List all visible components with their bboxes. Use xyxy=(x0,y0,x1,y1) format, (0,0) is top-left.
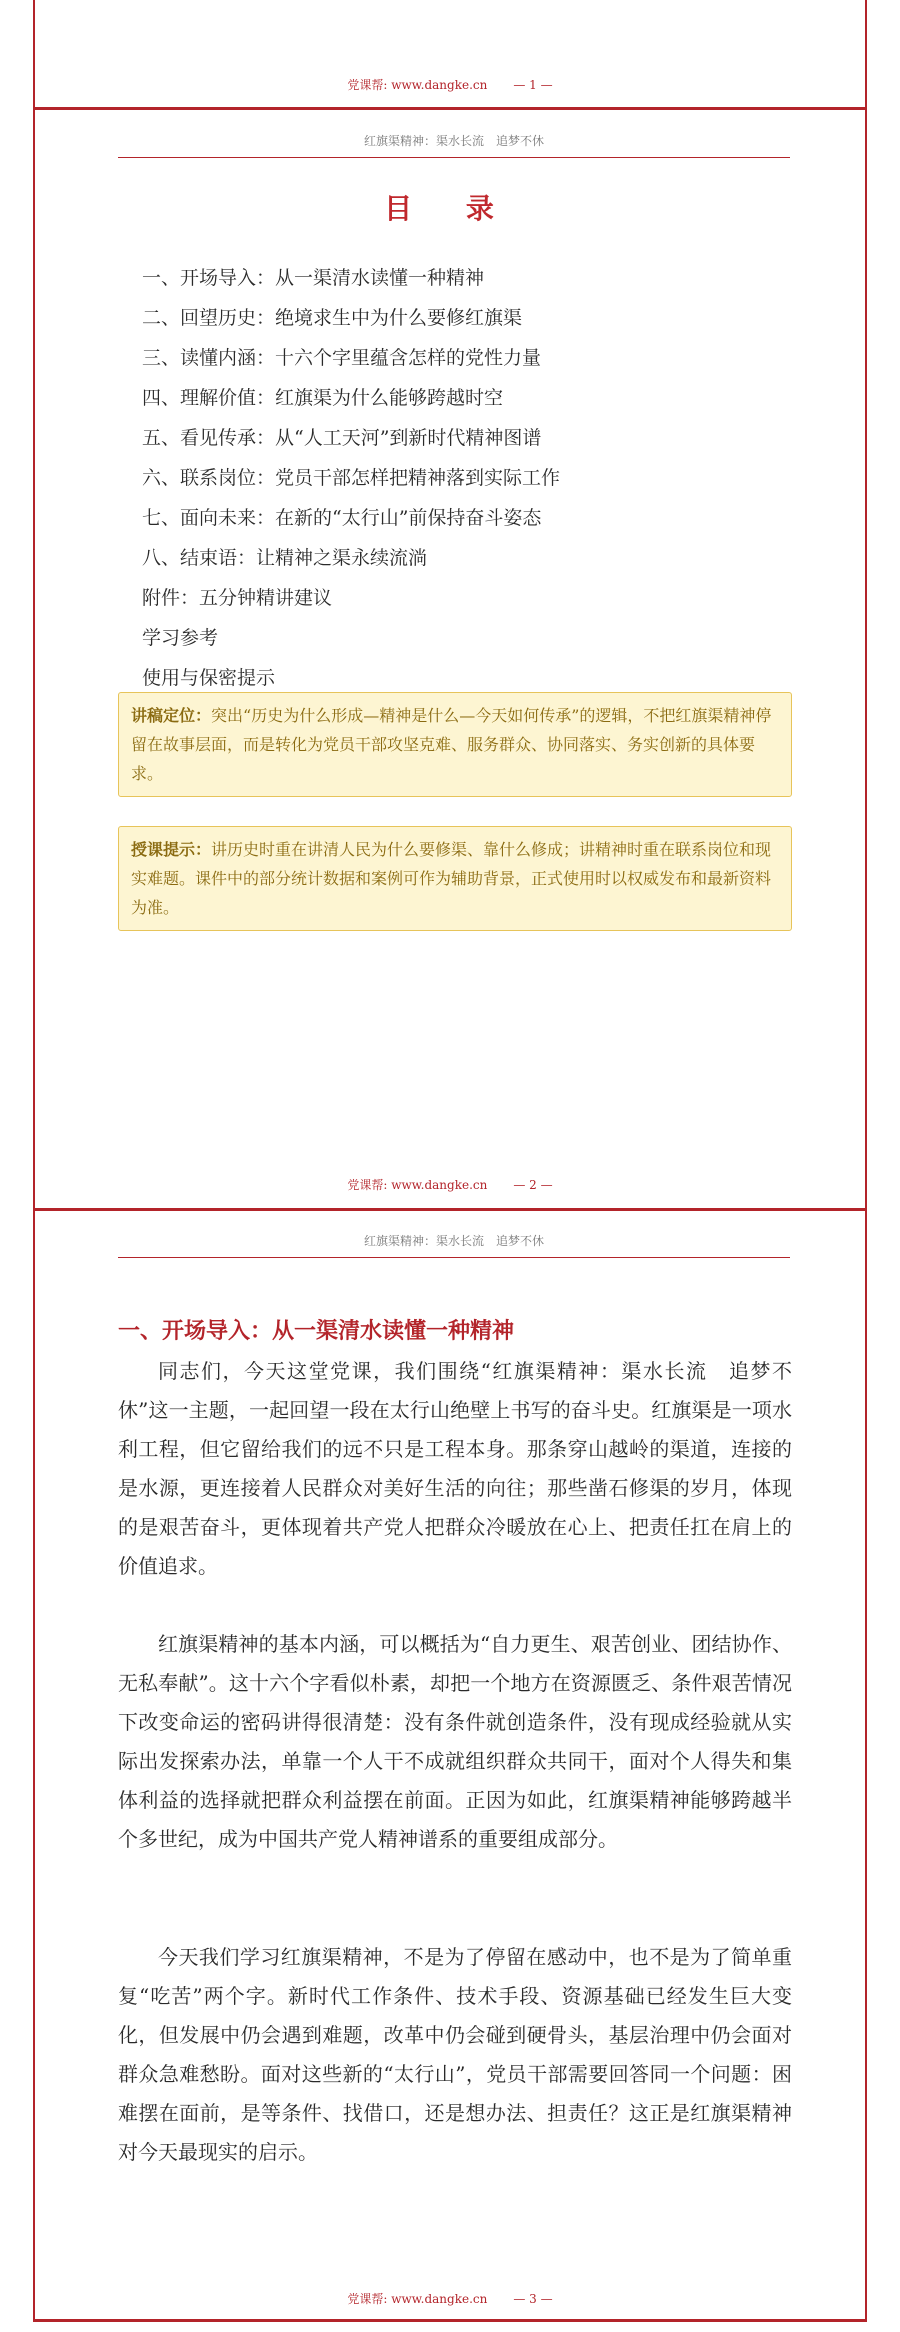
toc-item: 四、理解价值：红旗渠为什么能够跨越时空 xyxy=(142,387,504,409)
footer-page-number: — 3 — xyxy=(513,2292,553,2306)
toc-item: 学习参考 xyxy=(142,627,219,649)
footer-page-number: — 1 — xyxy=(513,78,553,92)
body-paragraph: 同志们，今天这堂党课，我们围绕“红旗渠精神：渠水长流 追梦不休”这一主题，一起回望一段在太行山绝壁上书写的奋斗史。红旗渠是一项水利工程，但它留给我们的远不只是工程本身。那条穿山越岭的渠道，连接的是水源，更连接着人民群众对美好生活的向往；那些凿石修渠的岁月，体现的是艰苦奋斗，更体现着共产党人把群众冷暖放在心上、把责任扛在肩上的价值追求。 xyxy=(118,1359,792,1578)
toc-title: 目 录 xyxy=(384,192,516,225)
lecture-positioning-note xyxy=(118,692,792,797)
toc-item: 三、读懂内涵：十六个字里蕴含怎样的党性力量 xyxy=(142,347,542,369)
note-label: 授课提示： xyxy=(131,840,212,859)
note-label: 讲稿定位： xyxy=(131,706,212,725)
page-1-footer xyxy=(0,76,900,93)
toc-item: 八、结束语：让精神之渠永续流淌 xyxy=(142,547,428,569)
toc-item: 使用与保密提示 xyxy=(142,667,276,689)
footer-site: 党课帮: www.dangke.cn xyxy=(347,78,488,92)
running-header: 红旗渠精神：渠水长流 追梦不休 xyxy=(118,132,790,158)
note-text: 突出“历史为什么形成—精神是什么—今天如何传承”的逻辑，不把红旗渠精神停留在故事层面，而是转化为党员干部攻坚克难、服务群众、协同落实、务实创新的具体要求。 xyxy=(131,706,772,783)
body-paragraph: 红旗渠精神的基本内涵，可以概括为“自力更生、艰苦创业、团结协作、无私奉献”。这十六个字看似朴素，却把一个地方在资源匮乏、条件艰苦情况下改变命运的密码讲得很清楚：没有条件就创造条件，没有现成经验就从实际出发探索办法，单靠一个人干不成就组织群众共同干，面对个人得失和集体利益的选择就把群众利益摆在前面。正因为如此，红旗渠精神能够跨越半个多世纪，成为中国共产党人精神谱系的重要组成部分。 xyxy=(118,1632,792,1851)
note-text: 讲历史时重在讲清人民为什么要修渠、靠什么修成；讲精神时重在联系岗位和现实难题。课件中的部分统计数据和案例可作为辅助背景，正式使用时以权威发布和最新资料为准。 xyxy=(131,840,772,917)
footer-site: 党课帮: www.dangke.cn xyxy=(347,2292,488,2306)
toc-item: 二、回望历史：绝境求生中为什么要修红旗渠 xyxy=(142,307,523,329)
teaching-tip-note xyxy=(118,826,792,931)
body-paragraph: 今天我们学习红旗渠精神，不是为了停留在感动中，也不是为了简单重复“吃苦”两个字。新时代工作条件、技术手段、资源基础已经发生巨大变化，但发展中仍会遇到难题，改革中仍会碰到硬骨头，基层治理中仍会面对群众急难愁盼。面对这些新的“太行山”，党员干部需要回答同一个问题：困难摆在面前，是等条件、找借口，还是想办法、担责任？这正是红旗渠精神对今天最现实的启示。 xyxy=(118,1945,792,2164)
page-bottom-border xyxy=(33,2319,867,2322)
toc-item: 一、开场导入：从一渠清水读懂一种精神 xyxy=(142,267,485,289)
toc-item: 七、面向未来：在新的“太行山”前保持奋斗姿态 xyxy=(142,507,542,529)
toc-list xyxy=(142,258,782,698)
footer-page-number: — 2 — xyxy=(513,1178,553,1192)
section-heading: 一、开场导入：从一渠清水读懂一种精神 xyxy=(118,1319,515,1344)
toc-item: 六、联系岗位：党员干部怎样把精神落到实际工作 xyxy=(142,467,561,489)
page-2-footer xyxy=(0,1176,900,1193)
footer-site: 党课帮: www.dangke.cn xyxy=(347,1178,488,1192)
toc-item: 五、看见传承：从“人工天河”到新时代精神图谱 xyxy=(142,427,542,449)
page-3-footer xyxy=(0,2290,900,2307)
toc-item: 附件：五分钟精讲建议 xyxy=(142,587,333,609)
running-header: 红旗渠精神：渠水长流 追梦不休 xyxy=(118,1232,790,1258)
